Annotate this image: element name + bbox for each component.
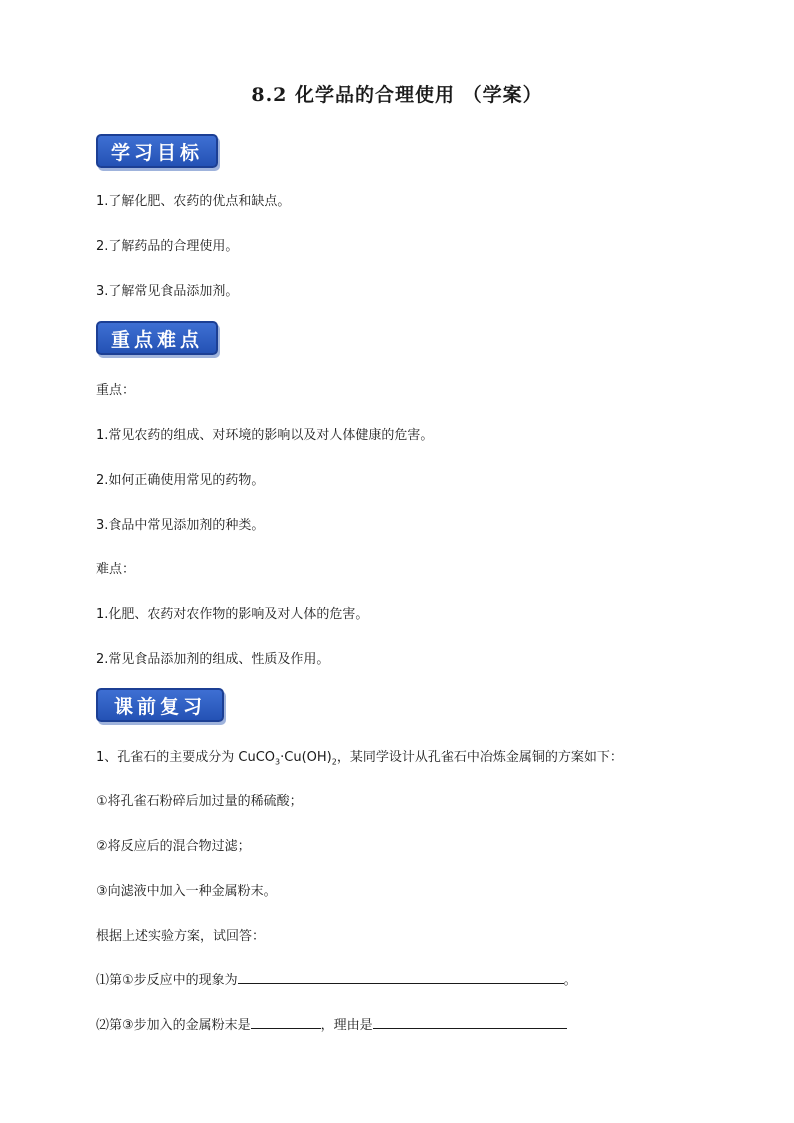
question-1-text-a: 1、孔雀石的主要成分为 CuCO: [96, 750, 276, 765]
sub-question-1-text: ⑴第①步反应中的现象为: [96, 973, 238, 988]
key-item: 1.常见农药的组成、对环境的影响以及对人体健康的危害。: [96, 428, 434, 443]
section-heading-review: 课前复习: [96, 688, 224, 722]
step-item: ②将反应后的混合物过滤；: [96, 839, 251, 854]
sub-question-1: [96, 969, 577, 988]
answer-blank[interactable]: [251, 1014, 321, 1029]
section-heading-key-points: 重点难点: [96, 321, 218, 355]
goal-item: 1.了解化肥、农药的优点和缺点。: [96, 194, 291, 209]
step-item: ①将孔雀石粉碎后加过量的稀硫酸；: [96, 794, 303, 809]
answer-blank[interactable]: [238, 969, 564, 984]
sub-question-2-text: ⑵第③步加入的金属粉末是: [96, 1018, 251, 1033]
goal-item: 2.了解药品的合理使用。: [96, 239, 239, 254]
step-item: ③向滤液中加入一种金属粉末。: [96, 884, 277, 899]
key-item: 2.如何正确使用常见的药物。: [96, 473, 265, 488]
goal-item: 3.了解常见食品添加剂。: [96, 284, 239, 299]
difficult-label: 难点：: [96, 562, 136, 577]
page-title: 8.2 化学品的合理使用 （学案）: [251, 84, 543, 106]
subscript: 3: [275, 757, 281, 767]
key-label: 重点：: [96, 383, 136, 398]
difficult-item: 2.常见食品添加剂的组成、性质及作用。: [96, 652, 330, 667]
sub-question-1-end: 。: [563, 973, 577, 988]
answer-blank[interactable]: [373, 1014, 567, 1029]
difficult-item: 1.化肥、农药对农作物的影响及对人体的危害。: [96, 607, 369, 622]
key-item: 3.食品中常见添加剂的种类。: [96, 518, 265, 533]
question-1-text-b: ·Cu(OH): [280, 750, 332, 765]
subscript: 2: [331, 757, 337, 767]
question-1-text-c: ，某同学设计从孔雀石中冶炼金属铜的方案如下：: [336, 750, 623, 765]
question-1-intro: [96, 746, 623, 767]
sub-question-2: [96, 1014, 567, 1033]
sub-question-2-reason: ，理由是: [320, 1018, 373, 1033]
question-prompt: 根据上述实验方案，试回答：: [96, 929, 266, 944]
section-heading-goals: 学习目标: [96, 134, 218, 168]
